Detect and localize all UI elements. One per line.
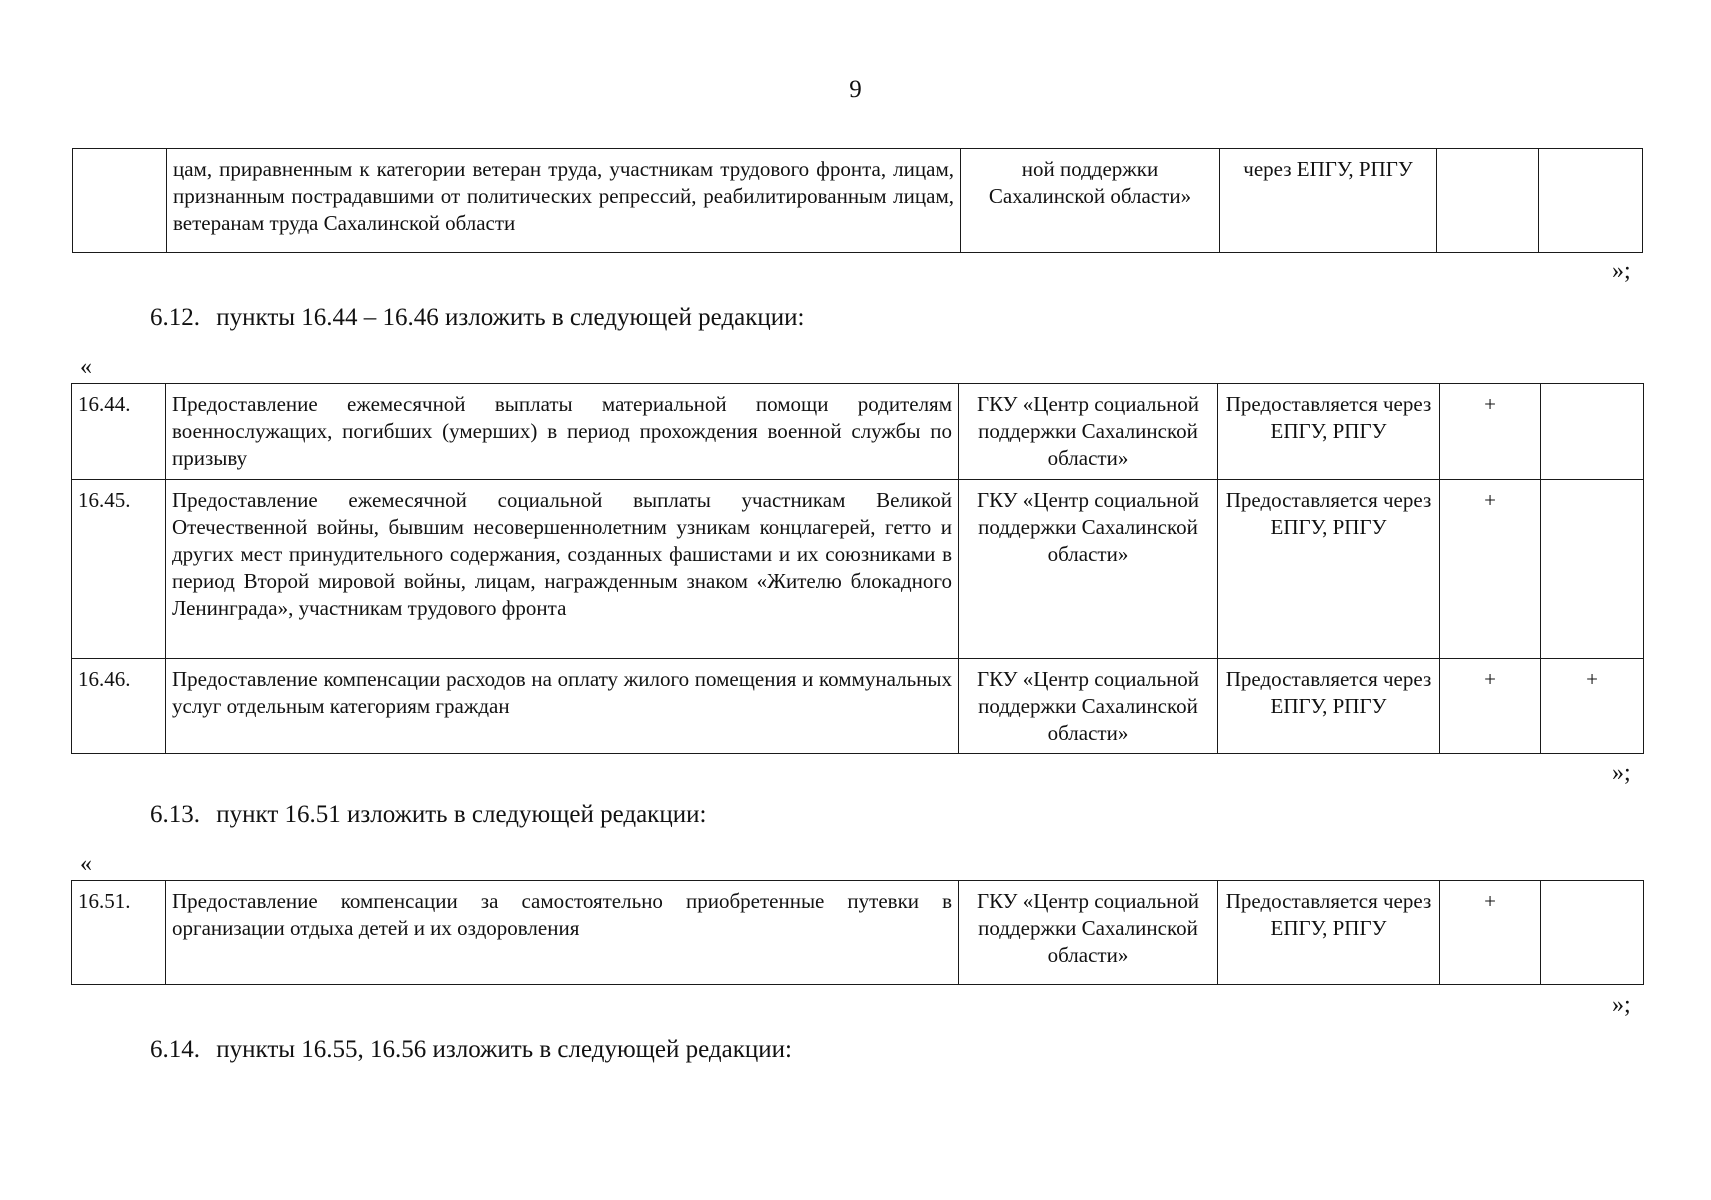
mark-cell (1437, 149, 1539, 253)
closing-quote: »; (1612, 992, 1631, 1018)
section-heading-6-14 (150, 1036, 792, 1064)
section-text: пункты 16.44 – 16.46 изложить в следующей редакции: (216, 304, 805, 331)
table-row (72, 480, 1644, 659)
mark-cell: + (1440, 480, 1541, 659)
row-number: 16.51. (72, 881, 166, 985)
continuation-table (72, 148, 1643, 253)
service-provider: ной поддержки Сахалинской области» (961, 149, 1220, 253)
table-row (72, 384, 1644, 480)
provision-method: Предоставляется через ЕПГУ, РПГУ (1218, 480, 1440, 659)
provision-method: Предоставляется через ЕПГУ, РПГУ (1218, 881, 1440, 985)
services-table-6-12 (71, 383, 1644, 754)
service-description: Предоставление компенсации расходов на оплату жилого помещения и коммунальных услуг отдельным категориям граждан (166, 659, 959, 754)
row-number: 16.46. (72, 659, 166, 754)
section-heading-6-12 (150, 304, 804, 332)
section-number: 6.13. (150, 801, 200, 828)
closing-quote: »; (1612, 258, 1631, 284)
provision-method: Предоставляется через ЕПГУ, РПГУ (1218, 384, 1440, 480)
service-description: Предоставление ежемесячной выплаты материальной помощи родителям военнослужащих, погибших (умерших) в период прохождения военной службы по призыву (166, 384, 959, 480)
row-number (73, 149, 167, 253)
service-description: Предоставление компенсации за самостоятельно приобретенные путевки в организации отдыха детей и их оздоровления (166, 881, 959, 985)
opening-quote: « (80, 354, 92, 380)
service-description: цам, приравненным к категории ветеран труда, участникам трудового фронта, лицам, признанным пострадавшими от политических репрессий, реабилитированным лицам, ветеранам труда Сахалинской области (167, 149, 961, 253)
mark-cell (1541, 384, 1644, 480)
section-number: 6.12. (150, 304, 200, 331)
row-number: 16.44. (72, 384, 166, 480)
mark-cell: + (1440, 881, 1541, 985)
services-table-6-13 (71, 880, 1644, 985)
section-number: 6.14. (150, 1036, 200, 1063)
table-row (72, 881, 1644, 985)
table-row (73, 149, 1643, 253)
table-row (72, 659, 1644, 754)
mark-cell (1541, 480, 1644, 659)
page-number: 9 (849, 76, 862, 103)
section-heading-6-13 (150, 801, 706, 829)
closing-quote: »; (1612, 760, 1631, 786)
mark-cell: + (1440, 384, 1541, 480)
mark-cell: + (1541, 659, 1644, 754)
provision-method: через ЕПГУ, РПГУ (1220, 149, 1437, 253)
section-text: пункт 16.51 изложить в следующей редакции: (216, 801, 707, 828)
service-description: Предоставление ежемесячной социальной выплаты участникам Великой Отечественной войны, бывшим несовершеннолетним узникам концлагерей, гетто и других мест принудительного содержания, созданных фашистами и их союзниками в период Второй мировой войны, лицам, награжденным знаком «Жителю блокадного Ленинграда», участникам трудового фронта (166, 480, 959, 659)
row-number: 16.45. (72, 480, 166, 659)
service-provider: ГКУ «Центр социальной поддержки Сахалинской области» (959, 659, 1218, 754)
service-provider: ГКУ «Центр социальной поддержки Сахалинской области» (959, 881, 1218, 985)
mark-cell: + (1440, 659, 1541, 754)
opening-quote: « (80, 851, 92, 877)
section-text: пункты 16.55, 16.56 изложить в следующей редакции: (216, 1036, 792, 1063)
service-provider: ГКУ «Центр социальной поддержки Сахалинской области» (959, 480, 1218, 659)
mark-cell (1539, 149, 1643, 253)
mark-cell (1541, 881, 1644, 985)
service-provider: ГКУ «Центр социальной поддержки Сахалинской области» (959, 384, 1218, 480)
provision-method: Предоставляется через ЕПГУ, РПГУ (1218, 659, 1440, 754)
